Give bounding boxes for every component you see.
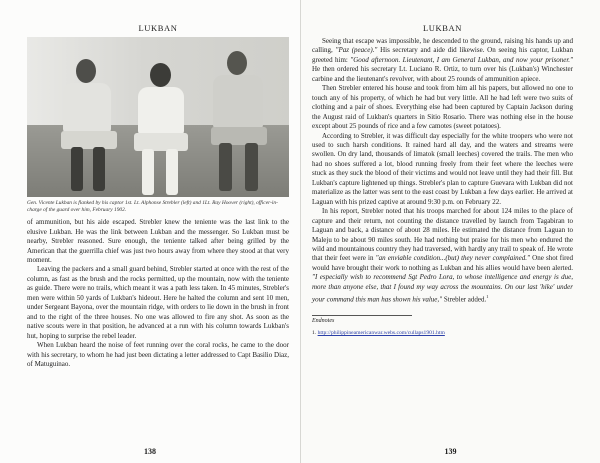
page-number-right: 139	[444, 447, 457, 456]
endnote-1	[312, 330, 573, 336]
photo-caption: Gen. Vicente Lukban is flanked by his captor 1st. Lt. Alphonse Strebler (left) and 1Lt. Ray Hoover (right), officer-in-charge of the guard over him, February 1902.	[27, 200, 278, 213]
right-paragraph-2: Then Strebler entered his house and took from him all his papers, but allowed no one to touch any of his property, of which he had but very little. All he had left were two suits of clothing and a pair of shoes. Everything else had been captured by Captain Jackson during the August raid of Lukban's quarters in Sitio Rosario. There was nothing else in the house except about 25 pounds of rice and a few camotes (sweet potatoes).	[312, 84, 573, 131]
left-paragraph-3: When Lukban heard the noise of feet running over the coral rocks, he came to the door with his secretary, to whom he had just been dictating a letter addressed to Capt Basilio Diaz, of Matuguinao.	[27, 341, 289, 368]
footnote-marker: 1	[486, 294, 489, 300]
right-paragraph-4	[312, 207, 573, 305]
page-number-left: 138	[144, 447, 156, 456]
right-body-text	[312, 37, 573, 305]
p1-text-c: His secretary and aide did likewise. On seeing his captor, Lukban greeted him:	[312, 46, 573, 64]
running-head-left: LUKBAN	[138, 23, 178, 33]
right-page	[300, 0, 600, 463]
p1-text-e: He then ordered his secretary Lt. Luciano R. Ortiz, to turn over his (Lukban's) Winchester carbine and the lieutenant's revolver, with about 25 rounds of ammunition apiece.	[312, 65, 573, 83]
left-body-text	[27, 218, 289, 369]
endnote-link[interactable]: http://philippineamericanwar.webs.com/cullaps1901.htm	[317, 330, 445, 337]
p4-quote-recommend: "I especially wish to recommend Sgt Pedro Lora, to whose intelligence and energy is due, more than anyone else, that I found my way across the mountains. On our last 'hike' under your command this man has shown his value,"	[312, 273, 573, 304]
running-head-right: LUKBAN	[422, 23, 462, 33]
p1-quote-paz: "Paz (peace)."	[335, 46, 378, 55]
p1-quote-greeting: "Good afternoon. Lieutenant, I am General Lukban, and now your prisoner."	[350, 55, 573, 64]
p4-text-c: One shot fired would have brought their work to nothing as Lukban and his allies would have been alerted.	[312, 254, 574, 272]
p1-text-a: Seeing that escape was impossible, he descended to the ground, raising his hands up and calling,	[312, 37, 573, 55]
endnotes-divider	[312, 315, 412, 316]
left-paragraph-2: Leaving the packers and a small guard behind, Strebler started at once with the rest of the column, as fast as the brush and the rocks permitted, up the mountain, now with the teniente as guide. There were no trails, which meant it was a path less taken. In 45 minutes, Strebler's men were within 50 yards of Lukban's hideout. Here he halted the column and sent 10 men, under Sergeant Bayona, over the mountain ridge, with orders to lie down in the brush in front and to the right of the three houses. No one was allowed to fire any shot. As soon as the native scouts were in that position, he advanced at a run with his column towards Lukban's hut, hoping to surprise the rebel leader.	[27, 265, 289, 340]
left-paragraph-1: of ammunition, but his aide escaped. Strebler knew the teniente was the last link to the elusive Lukban. He was the link between Lukban and the messenger. So Lukban must be nearby, Strebler reasoned. Sure enough, the teniente talked after being grilled by the American that the guerrilla chief was just two hours away from where they stood at that very moment.	[27, 218, 289, 264]
p4-text-e: Strebler added.	[442, 295, 487, 304]
photo-figure-right	[207, 49, 269, 195]
photo-figure-center	[132, 59, 190, 197]
endnote-number: 1.	[312, 330, 318, 337]
p4-quote-feet: "an enviable condition...(but) they never complained."	[375, 254, 530, 263]
photo-figure-left	[57, 55, 117, 195]
right-paragraph-1	[312, 37, 573, 84]
p4-text-a: In his report, Strebler noted that his troops marched for about 124 miles to the place of capture and their return, not counting the distance travelled by launch from Tagabiran to Laguan and back, a distance of about 28 miles. He estimated the distance from Laguan to Maleju to be about 90 miles south. He had nothing but praise for his men who endured the wild and mountainous country they had traversed, with hardly any trail to speak of. He wrote that their feet were in	[312, 207, 573, 263]
endnotes-heading: Endnotes	[312, 318, 335, 325]
historical-photo	[27, 37, 289, 197]
right-paragraph-3: According to Strebler, it was difficult day especially for the white troopers who were not used to such harsh conditions. It rained hard all day, and the waters and streams were swollen. On dry land, thousands of limatok (small leeches) covered the trails. The men who had no shoes suffered a lot, blood running freely from their feet where the leeches were stuck as they suck the blood of their victims and would not leave until they had their fill. But Lukban's capture lightened up things. Strebler's plan to capture Guevara with Lukban did not materialize as the latter was sent to the east coast by Lukban a few days earlier. He arrived at Laguan with his prized captive at around 9:30 p.m. on February 22.	[312, 131, 573, 206]
